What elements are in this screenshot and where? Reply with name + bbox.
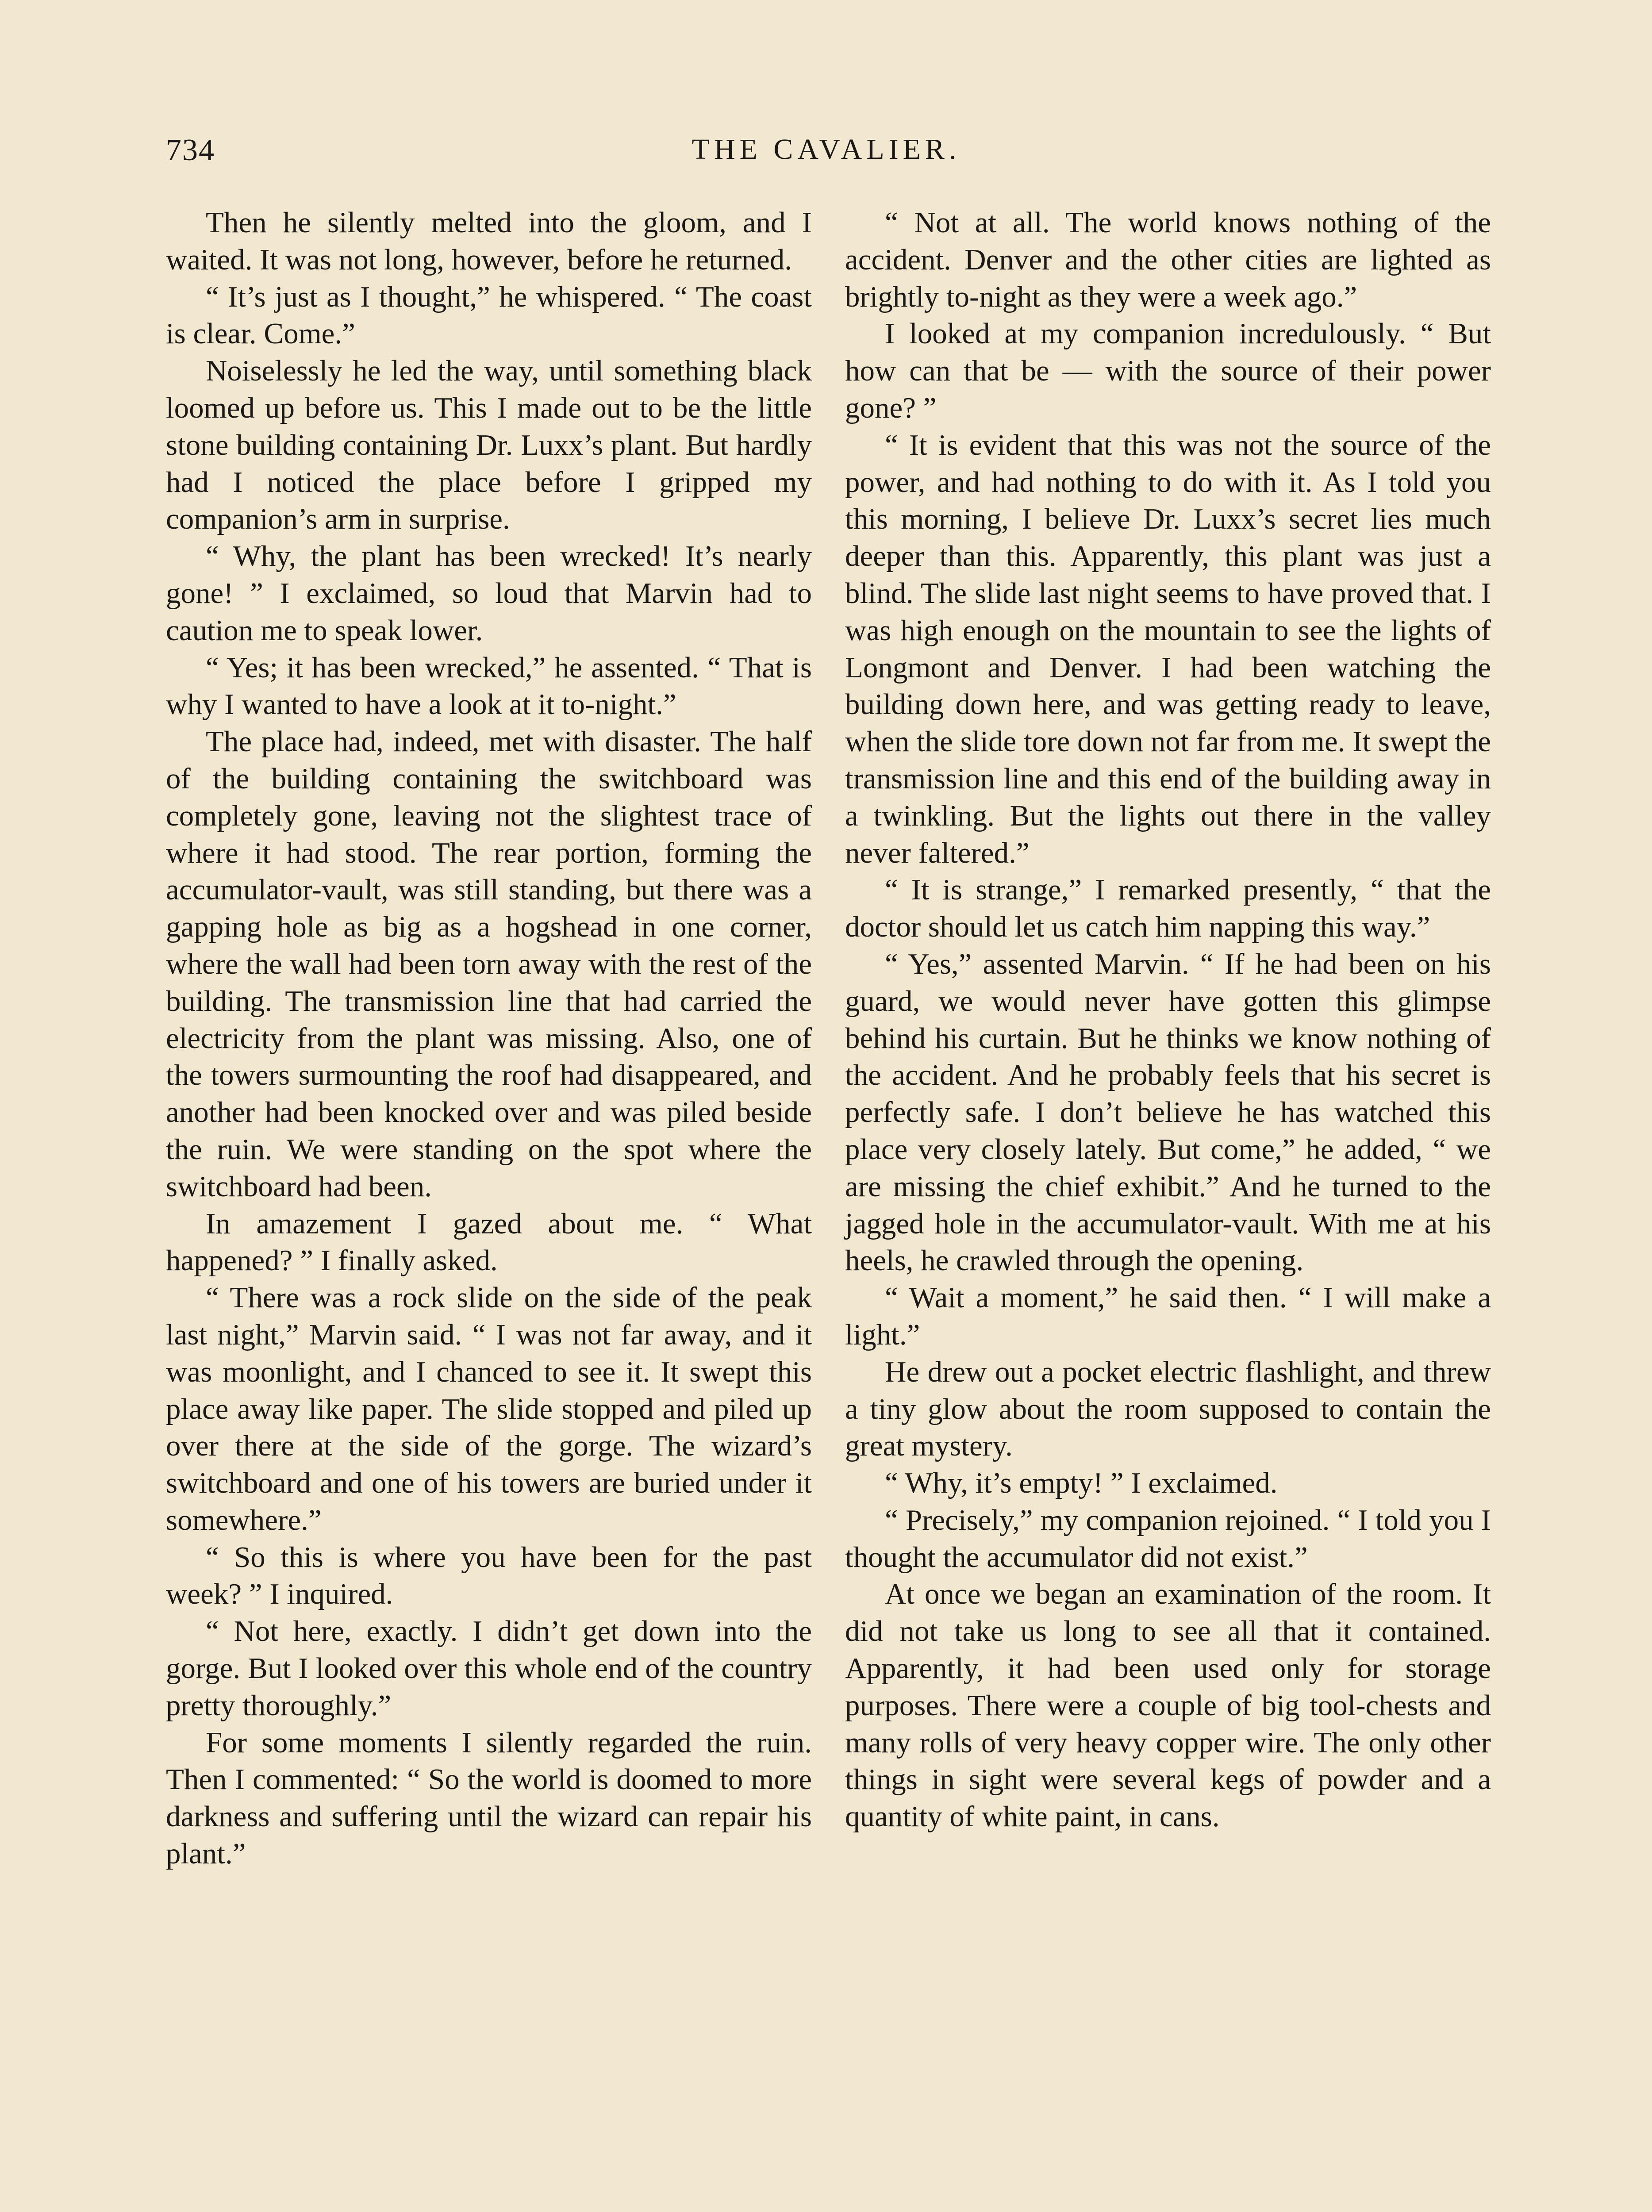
paragraph: “ Wait a moment,” he said then. “ I will make a light.”: [845, 1281, 1491, 1351]
page-header: [166, 133, 1487, 190]
paragraph: In amazement I gazed about me. “ What happened? ” I finally asked.: [166, 1207, 812, 1277]
paragraph: “ Yes; it has been wrecked,” he assented. “ That is why I wanted to have a look at it to-night.”: [166, 651, 812, 721]
paragraph: Then he silently melted into the gloom, and I waited. It was not long, however, before he returned.: [166, 206, 812, 276]
paragraph: “ It is strange,” I remarked presently, “ that the doctor should let us catch him napping this way.”: [845, 873, 1491, 944]
paragraph: “ Not at all. The world knows nothing of the accident. Denver and the other cities are lighted as brightly to-night as they were a week ago.”: [845, 206, 1491, 313]
paragraph: “ There was a rock slide on the side of the peak last night,” Marvin said. “ I was not far away, and it was moonlight, and I chanced to see it. It swept this place away like paper. The slide stopped and piled up over there at the side of the gorge. The wizard’s switchboard and one of his towers are buried under it somewhere.”: [166, 1281, 812, 1536]
left-column: [166, 204, 812, 1873]
paragraph: “ Why, the plant has been wrecked! It’s nearly gone! ” I exclaimed, so loud that Marvin had to caution me to speak lower.: [166, 540, 812, 647]
paragraph: “ It’s just as I thought,” he whispered. “ The coast is clear. Come.”: [166, 280, 812, 350]
page-number: 734: [166, 133, 215, 167]
paragraph: “ Not here, exactly. I didn’t get down into the gorge. But I looked over this whole end of the country pretty thoroughly.”: [166, 1615, 812, 1722]
paragraph: Noiselessly he led the way, until something black loomed up before us. This I made out to be the little stone building containing Dr. Luxx’s plant. But hardly had I noticed the place before I gripped my companion’s arm in surprise.: [166, 354, 812, 536]
paragraph: The place had, indeed, met with disaster. The half of the building containing the switchboard was completely gone, leaving not the slightest trace of where it had stood. The rear portion, forming the accumulator-vault, was still standing, but there was a gapping hole as big as a hogshead in one corner, where the wall had been torn away with the rest of the building. The transmission line that had carried the electricity from the plant was missing. Also, one of the towers surmounting the roof had disappeared, and another had been knocked over and was piled beside the ruin. We were standing on the spot where the switchboard had been.: [166, 725, 812, 1203]
paragraph: For some moments I silently regarded the ruin. Then I commented: “ So the world is doomed to more darkness and suffering until the wizard can repair his plant.”: [166, 1726, 812, 1870]
paragraph: “ It is evident that this was not the source of the power, and had nothing to do with it. As I told you this morning, I believe Dr. Luxx’s secret lies much deeper than this. Apparently, this plant was just a blind. The slide last night seems to have proved that. I was high enough on the mountain to see the lights of Longmont and Denver. I had been watching the building down here, and was getting ready to leave, when the slide tore down not far from me. It swept the transmission line and this end of the building away in a twinkling. But the lights out there in the valley never faltered.”: [845, 428, 1491, 869]
paragraph: At once we began an examination of the room. It did not take us long to see all that it contained. Apparently, it had been used only for storage purposes. There were a couple of big tool-chests and many rolls of very heavy copper wire. The only other things in sight were several kegs of powder and a quantity of white paint, in cans.: [845, 1578, 1491, 1833]
paragraph: He drew out a pocket electric flashlight, and threw a tiny glow about the room supposed to contain the great mystery.: [845, 1355, 1491, 1463]
paragraph: “ So this is where you have been for the past week? ” I inquired.: [166, 1540, 812, 1611]
paragraph: “ Why, it’s empty! ” I exclaimed.: [885, 1467, 1278, 1500]
paragraph: “ Yes,” assented Marvin. “ If he had been on his guard, we would never have gotten this glimpse behind his curtain. But he thinks we know nothing of the accident. And he probably feels that his secret is perfectly safe. I don’t believe he has watched this place very closely lately. But come,” he added, “ we are missing the chief exhibit.” And he turned to the jagged hole in the accumulator-vault. With me at his heels, he crawled through the opening.: [845, 947, 1491, 1277]
running-title: THE CAVALIER.: [692, 133, 961, 165]
paragraph: “ Precisely,” my companion rejoined. “ I told you I thought the accumulator did not exist.”: [845, 1503, 1491, 1574]
paragraph: I looked at my companion incredulously. “ But how can that be — with the source of their power gone? ”: [845, 317, 1491, 424]
right-column: [845, 204, 1491, 1836]
